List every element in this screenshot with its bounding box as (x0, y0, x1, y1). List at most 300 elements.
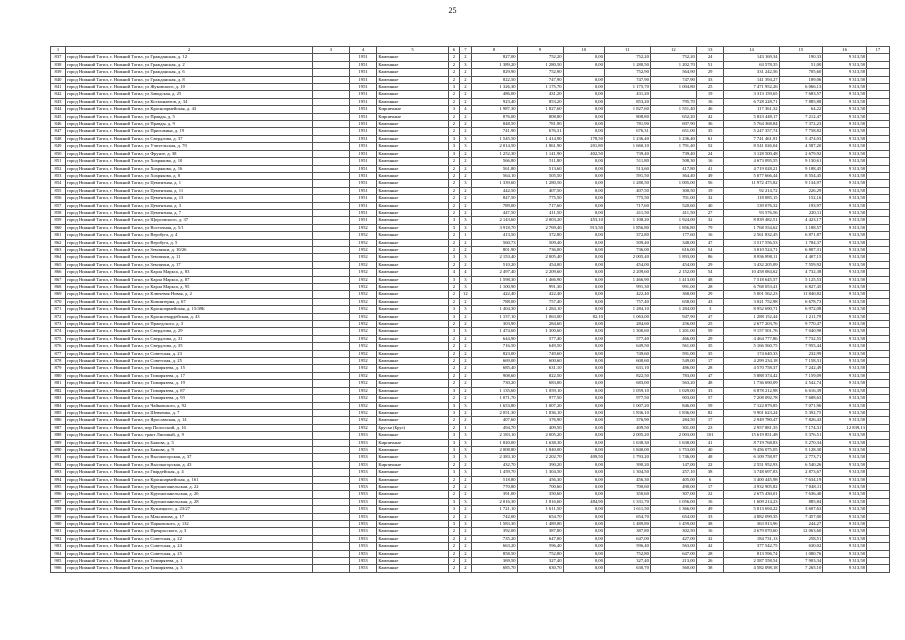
table-cell: 9 313,58 (823, 113, 867, 120)
table-cell: 59 (696, 328, 724, 335)
table-cell: 7 688,63 (779, 395, 823, 402)
table-cell: 2 (448, 91, 459, 98)
table-cell: 894 (51, 476, 66, 483)
table-cell: 411,50 (517, 209, 563, 216)
table-cell: 11 840,82 (779, 291, 823, 298)
table-cell: 5 376,51 (779, 432, 823, 439)
table-cell: 432,70 (471, 461, 517, 468)
table-cell: 0,00 (563, 535, 604, 542)
table-cell (313, 306, 350, 313)
table-cell: 1952 (349, 261, 377, 268)
column-number-header: 16 (823, 47, 867, 54)
table-cell: 141 394,27 (724, 76, 779, 83)
table-cell: 2 (460, 358, 471, 365)
table-cell (313, 543, 350, 550)
table-row (51, 565, 890, 572)
table-cell: 0,00 (563, 106, 604, 113)
table-cell: 739,40 (604, 150, 650, 157)
table-cell: 874 (51, 328, 66, 335)
table-cell: 893 (51, 469, 66, 476)
table-cell: Каменные (377, 195, 448, 202)
table-cell: 1 611,50 (604, 506, 650, 513)
table-cell: 2 (460, 506, 471, 513)
table-cell: 1951 (349, 135, 377, 142)
table-cell: город Нижний Тагил, г. Нижний Тагил, тракт Липовый, д. 9 (65, 432, 312, 439)
table-cell (866, 298, 889, 305)
table-cell: 409,50 (563, 454, 604, 461)
table-cell: 752,20 (517, 54, 563, 61)
table-cell (866, 291, 889, 298)
table-cell (866, 506, 889, 513)
table-cell: Каменные (377, 313, 448, 320)
table-cell: 3 918,70 (471, 224, 517, 231)
table-cell: 10 458 084,62 (724, 269, 779, 276)
table-cell: 2 (448, 483, 459, 490)
table-cell (313, 313, 350, 320)
table-row (51, 246, 890, 253)
table-cell: 5 813 694,22 (724, 506, 779, 513)
table-cell: 0,00 (563, 91, 604, 98)
table-cell: 2 (448, 380, 459, 387)
table-cell: 9 313,58 (823, 69, 867, 76)
table-row (51, 387, 890, 394)
table-cell: 1 280,50 (604, 61, 650, 68)
table-cell: 390,20 (604, 461, 650, 468)
table-cell: Каменные (377, 372, 448, 379)
table-cell (313, 195, 350, 202)
table-cell: 9 313,58 (823, 61, 867, 68)
table-cell: 875 (51, 335, 66, 342)
table-cell: 1952 (349, 291, 377, 298)
table-cell: город Нижний Тагил, г. Нижний Тагил, ул Кузнецкого, д. 23/27 (65, 506, 312, 513)
table-row (51, 328, 890, 335)
table-cell: Каменные (377, 365, 448, 372)
table-cell: 1 007,20 (517, 402, 563, 409)
table-cell: 2 (448, 54, 459, 61)
table-cell: 407,50 (517, 187, 563, 194)
table-cell: 9 313,58 (823, 439, 867, 446)
table-cell: 369,50 (471, 558, 517, 565)
table-cell: город Нижний Тагил, г. Нижний Тагил, ул Высокогорская, д. 43 (65, 461, 312, 468)
table-cell: 1 304,50 (517, 469, 563, 476)
table-cell: 0,00 (563, 402, 604, 409)
table-cell: 1 339,60 (471, 180, 517, 187)
table-cell: 752,90 (604, 69, 650, 76)
table-cell: 881 (51, 380, 66, 387)
table-cell: 566,80 (471, 158, 517, 165)
table-cell: 0,00 (563, 432, 604, 439)
table-cell: 842 (51, 91, 66, 98)
table-cell: 32 (696, 195, 724, 202)
table-cell: 409,50 (517, 424, 563, 431)
table-cell (313, 558, 350, 565)
table-cell: 47 (696, 313, 724, 320)
table-cell: 402,50 (563, 150, 604, 157)
table-cell: Каменные (377, 491, 448, 498)
table-cell (313, 269, 350, 276)
table-cell: город Нижний Тагил, г. Нижний Тагил, ул Советская, д. 25 (65, 358, 312, 365)
table-cell: 2 (448, 565, 459, 572)
table-cell: 447,50 (471, 209, 517, 216)
table-cell: 518,80 (471, 476, 517, 483)
table-cell (313, 121, 350, 128)
table-cell: 840 (51, 76, 66, 83)
table-cell: 15 619 851,48 (724, 432, 779, 439)
table-cell: 49 (696, 506, 724, 513)
table-cell: 486,00 (650, 365, 696, 372)
table-cell: 2 (460, 54, 471, 61)
table-cell: 2 (460, 558, 471, 565)
table-cell: 1 201,00 (650, 328, 696, 335)
table-cell: 9 313,58 (823, 298, 867, 305)
table-cell: 405,00 (650, 476, 696, 483)
table-cell: 848,50 (471, 121, 517, 128)
table-cell: 0,00 (563, 254, 604, 261)
table-cell: 1 (460, 232, 471, 239)
table-cell: 0,00 (563, 513, 604, 520)
table-cell: 654,70 (604, 513, 650, 520)
table-cell: 0,00 (563, 195, 604, 202)
table-cell (866, 306, 889, 313)
table-cell: 757,40 (517, 298, 563, 305)
table-cell: город Нижний Тагил, г. Нижний Тагил, ул Бажова, д. 9 (65, 446, 312, 453)
table-cell: 3 (448, 143, 459, 150)
table-cell: 899 (51, 513, 66, 520)
table-cell: 0,00 (563, 128, 604, 135)
table-cell (866, 239, 889, 246)
table-cell: 6 807,31 (779, 246, 823, 253)
table-cell: 1 331,70 (604, 498, 650, 505)
table-cell: 1 389,20 (471, 61, 517, 68)
table-cell (313, 387, 350, 394)
table-cell: 4 932 905,82 (724, 483, 779, 490)
table-cell: 991,30 (517, 284, 563, 291)
table-cell: Каменные (377, 158, 448, 165)
table-cell: 2 202,70 (517, 454, 563, 461)
table-cell: 350,60 (517, 491, 563, 498)
table-cell: 2 (460, 69, 471, 76)
table-cell: 9 313,58 (823, 91, 867, 98)
table-cell: 8 952 690,71 (724, 306, 779, 313)
table-cell: 9 313,58 (823, 180, 867, 187)
table-cell: 7 826,43 (779, 417, 823, 424)
table-cell: 1 836,10 (604, 409, 650, 416)
table-cell: 652,20 (650, 113, 696, 120)
table-cell: 350,60 (604, 491, 650, 498)
table-cell: 1 080,76 (779, 550, 823, 557)
table-cell: 427,00 (650, 535, 696, 542)
table-cell: 2 (460, 172, 471, 179)
table-cell: 1 820,00 (471, 439, 517, 446)
table-cell (313, 180, 350, 187)
table-cell: 647,00 (650, 550, 696, 557)
table-cell: 19 (696, 91, 724, 98)
table-cell: 139 076,32 (724, 202, 779, 209)
table-cell: город Нижний Тагил, г. Нижний Тагил, ул Гражданская, д. 6 (65, 69, 312, 76)
table-cell: 600,60 (604, 358, 650, 365)
table-cell: 4 732,38 (779, 269, 823, 276)
table-cell: 600,60 (517, 358, 563, 365)
table-cell: 757,40 (604, 298, 650, 305)
table-cell: 561,00 (650, 343, 696, 350)
table-cell: 2 (448, 180, 459, 187)
table-cell: 9 313,58 (823, 343, 867, 350)
table-cell (866, 343, 889, 350)
table-cell: 7 683,57 (779, 91, 823, 98)
table-row (51, 261, 890, 268)
table-cell: 676,31 (517, 128, 563, 135)
table-cell (313, 402, 350, 409)
table-cell: 47 (696, 239, 724, 246)
table-cell (866, 217, 889, 224)
table-cell: 781,90 (517, 121, 563, 128)
table-cell: 2 (448, 550, 459, 557)
table-cell: 431,20 (604, 91, 650, 98)
table-cell (866, 61, 889, 68)
table-cell: 0,00 (563, 121, 604, 128)
table-cell: 1 753,00 (650, 446, 696, 453)
table-cell: 51 (696, 61, 724, 68)
table-cell: 38 (696, 565, 724, 572)
table-cell: 454,00 (517, 261, 563, 268)
table-cell: 0,00 (563, 358, 604, 365)
table-cell: 1 489,80 (604, 521, 650, 528)
table-cell: 117 361,32 (724, 106, 779, 113)
table-cell: 9 313,58 (823, 54, 867, 61)
table-cell: город Нижний Тагил, г. Нижний Тагил, ул Свердлова, д. 29 (65, 328, 312, 335)
table-cell: 0,00 (563, 172, 604, 179)
table-cell: 3 (460, 143, 471, 150)
table-cell: 3 (448, 521, 459, 528)
table-cell: 392,00 (471, 528, 517, 535)
table-cell: 6 109 758,97 (724, 454, 779, 461)
column-number-header: 12 (650, 47, 696, 54)
table-cell: 16 (696, 232, 724, 239)
table-cell: 716,50 (471, 343, 517, 350)
table-cell (866, 261, 889, 268)
table-cell: 1953 (349, 543, 377, 550)
table-cell: 6 878 212,98 (724, 387, 779, 394)
table-cell: 649,50 (517, 343, 563, 350)
table-cell: 2 383,10 (471, 454, 517, 461)
table-cell: 591,00 (650, 350, 696, 357)
table-cell: 411,50 (604, 209, 650, 216)
table-cell: 872 (51, 313, 66, 320)
table-cell: 16 (696, 498, 724, 505)
table-cell: город Нижний Тагил, г. Нижний Тагил, ул Шевченко, д. 7 (65, 409, 312, 416)
table-cell: 0,00 (563, 158, 604, 165)
table-cell: 789,00 (471, 202, 517, 209)
table-cell: 3 (448, 276, 459, 283)
table-cell: Каменные (377, 306, 448, 313)
table-cell: 889 (51, 439, 66, 446)
table-cell: 904 (51, 550, 66, 557)
table-cell: 654,70 (517, 513, 563, 520)
table-cell: 630,70 (517, 565, 563, 572)
table-cell: 2 (460, 202, 471, 209)
table-cell: 0,00 (563, 298, 604, 305)
table-cell: 0,00 (563, 439, 604, 446)
table-cell: 2 (448, 343, 459, 350)
table-cell: 1 768 554,62 (724, 224, 779, 231)
table-cell: 0,00 (563, 476, 604, 483)
table-cell: 101 (696, 432, 724, 439)
table-cell: 12 063,60 (779, 528, 823, 535)
table-cell: 3 (448, 498, 459, 505)
table-cell (313, 469, 350, 476)
table-cell: 901 (51, 528, 66, 535)
table-cell: 147,00 (650, 461, 696, 468)
table-cell (866, 439, 889, 446)
table-cell: 2 005,40 (517, 254, 563, 261)
table-cell (866, 358, 889, 365)
table-cell: 178,50 (563, 135, 604, 142)
table-cell: 9 313,58 (823, 358, 867, 365)
table-cell: 1951 (349, 61, 377, 68)
table-cell: 56 (696, 180, 724, 187)
table-cell: 2 (448, 195, 459, 202)
table-cell: 1952 (349, 424, 377, 431)
table-cell: 1 856,80 (650, 224, 696, 231)
table-cell: 9 313,58 (823, 165, 867, 172)
table-cell: 887 (51, 424, 66, 431)
table-cell: 23 (696, 424, 724, 431)
table-cell: 742,00 (471, 513, 517, 520)
table-cell (866, 432, 889, 439)
table-cell: 1952 (349, 232, 377, 239)
table-cell: 1 638,30 (517, 439, 563, 446)
table-cell: 630,70 (604, 565, 650, 572)
table-cell: город Нижний Тагил, г. Нижний Тагил, ул Верзбуга, д. 5 (65, 239, 312, 246)
table-row (51, 98, 890, 105)
table-cell: 372,80 (604, 232, 650, 239)
table-cell: 2 (460, 150, 471, 157)
table-cell: 6 (696, 476, 724, 483)
table-cell: 454,00 (650, 261, 696, 268)
table-cell: 1 583,30 (471, 521, 517, 528)
table-cell: 1951 (349, 202, 377, 209)
table-cell: 841 (51, 84, 66, 91)
table-cell: 9 313,58 (823, 217, 867, 224)
table-cell: 1953 (349, 446, 377, 453)
table-cell: 5 823 448,17 (724, 113, 779, 120)
table-cell (866, 54, 889, 61)
table-cell: 3 (448, 224, 459, 231)
table-cell: 0,00 (563, 246, 604, 253)
table-cell: 596,40 (604, 543, 650, 550)
column-number-header: 17 (866, 47, 889, 54)
table-cell: 9 313,58 (823, 417, 867, 424)
table-cell: 808,80 (517, 113, 563, 120)
table-cell: 884 (51, 402, 66, 409)
table-cell: 2 (460, 239, 471, 246)
table-cell: город Нижний Тагил, г. Нижний Тагил, ул Крупнопанельская, д. 26 (65, 491, 312, 498)
column-number-header: 3 (313, 47, 350, 54)
table-cell: 896 (51, 491, 66, 498)
table-cell: 1 326,30 (471, 84, 517, 91)
table-cell: 82,10 (563, 313, 604, 320)
table-cell: 3 (460, 135, 471, 142)
table-cell: Каменные (377, 202, 448, 209)
table-cell (313, 565, 350, 572)
table-cell: 40 (696, 446, 724, 453)
table-cell: 17 (696, 417, 724, 424)
table-cell: Каменные (377, 254, 448, 261)
table-cell: 890 (51, 446, 66, 453)
table-cell: 1951 (349, 143, 377, 150)
table-row (51, 469, 890, 476)
table-cell (866, 446, 889, 453)
table-cell: 3 (448, 439, 459, 446)
table-cell: 991,30 (604, 284, 650, 291)
table-row (51, 61, 890, 68)
table-cell: Каменные (377, 513, 448, 520)
table-cell: 35 (696, 343, 724, 350)
table-cell: 1953 (349, 491, 377, 498)
table-cell: 5 001 562,23 (724, 291, 779, 298)
table-cell: 301,00 (650, 424, 696, 431)
table-cell: 376,90 (604, 417, 650, 424)
table-cell: 6 540,26 (779, 461, 823, 468)
table-cell (313, 483, 350, 490)
table-cell: 1 836,10 (517, 409, 563, 416)
table-cell: 93 576,56 (724, 209, 779, 216)
table-cell (866, 491, 889, 498)
table-row (51, 372, 890, 379)
table-cell: 1 284,00 (650, 306, 696, 313)
table-cell (866, 113, 889, 120)
table-cell: 1953 (349, 528, 377, 535)
table-cell: Каменные (377, 321, 448, 328)
table-cell: 9 313,58 (823, 239, 867, 246)
table-cell: 1952 (349, 343, 377, 350)
table-cell: 35 (696, 128, 724, 135)
table-cell: 2 (448, 335, 459, 342)
table-cell: 9 313,58 (823, 76, 867, 83)
table-cell: 3 (460, 180, 471, 187)
table-cell (313, 358, 350, 365)
table-cell: 2 769,40 (517, 224, 563, 231)
table-cell (866, 476, 889, 483)
table-row (51, 432, 890, 439)
table-cell: 1951 (349, 172, 377, 179)
table-cell: 0,00 (563, 380, 604, 387)
table-cell: 849 (51, 143, 66, 150)
table-cell (866, 387, 889, 394)
table-cell: 486,00 (471, 91, 517, 98)
table-cell (866, 187, 889, 194)
table-cell: 8 836 890,11 (724, 254, 779, 261)
table-cell: 906 (51, 565, 66, 572)
table-cell: 509,40 (517, 239, 563, 246)
table-cell (866, 76, 889, 83)
table-cell: 19 (696, 187, 724, 194)
table-cell: город Нижний Тагил, г. Нижний Тагил, ул Советская, д. 25 (65, 550, 312, 557)
table-cell: 3 128 500,48 (724, 150, 779, 157)
table-cell (866, 209, 889, 216)
table-cell: 484,90 (563, 498, 604, 505)
table-cell: 2 (460, 365, 471, 372)
table-row (51, 269, 890, 276)
table-cell: 1 793,20 (604, 454, 650, 461)
table-cell: 3 010 524,71 (724, 246, 779, 253)
table-cell: город Нижний Тагил, г. Нижний Тагил, ул Крупнопанельская, д. 22 (65, 483, 312, 490)
table-row (51, 239, 890, 246)
table-cell: 258,51 (779, 535, 823, 542)
table-cell: 5 392,75 (779, 409, 823, 416)
table-cell (313, 380, 350, 387)
table-cell: 697,90 (650, 121, 696, 128)
